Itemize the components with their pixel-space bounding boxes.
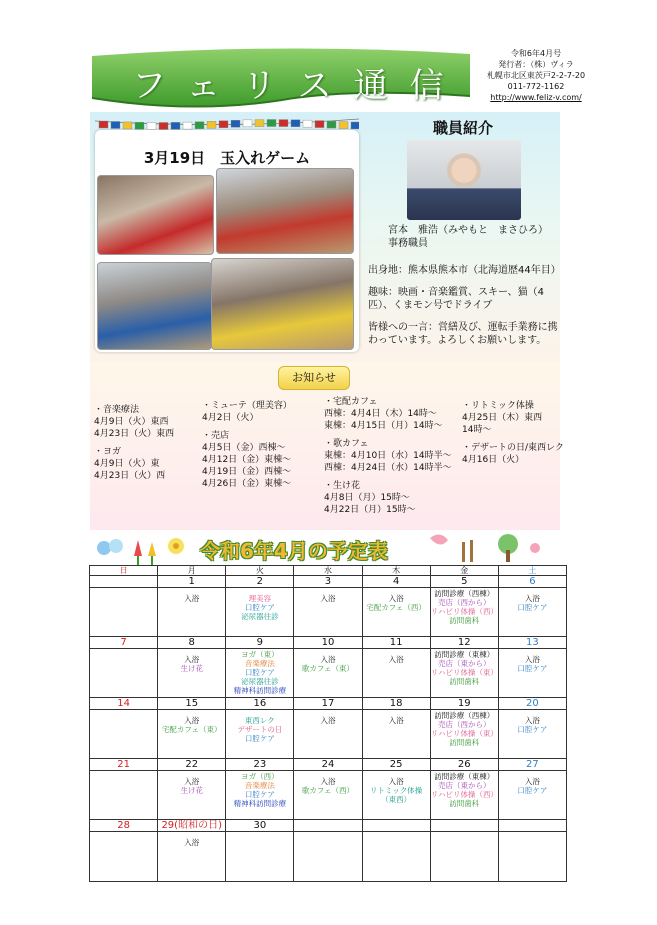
calendar-event: 訪問歯科 [449, 677, 480, 686]
date-row [90, 759, 567, 771]
day-events-cell [226, 771, 294, 820]
date-cell: 16 [226, 698, 294, 710]
notice-item-date: 4月5日（金）西棟～ [202, 443, 286, 453]
notice-item-heading: ・音楽療法 [94, 405, 140, 415]
date-cell: 29(昭和の日) [158, 820, 226, 832]
date-row [90, 698, 567, 710]
event-photo-1 [97, 175, 214, 255]
day-events-cell [158, 588, 226, 637]
day-events-cell [294, 832, 362, 882]
day-events-cell [294, 588, 362, 637]
calendar-event: 入浴 [184, 716, 200, 725]
flag [195, 122, 204, 129]
date-cell: 8 [158, 637, 226, 649]
calendar-event: 口腔ケア [517, 786, 548, 795]
address: 札幌市北区東茨戸2-2-7-20 [486, 71, 586, 80]
date-cell: 28 [90, 820, 158, 832]
calendar-event: リハビリ体操（東） [430, 668, 498, 677]
notice-item-date: 4月26日（金）東棟～ [202, 479, 292, 489]
flag [171, 122, 180, 129]
calendar-event: 売店（東から） [438, 781, 491, 790]
calendar-event: ヨガ（西） [241, 772, 279, 781]
day-events-cell [294, 649, 362, 698]
day-events-cell [226, 588, 294, 637]
date-cell [90, 576, 158, 588]
day-events-cell [430, 832, 498, 882]
notice-item-heading: ・ミューテ（理美容） [202, 401, 292, 411]
calendar-event: 入浴 [184, 777, 200, 786]
calendar-event: 口腔ケア [517, 603, 548, 612]
calendar-event: 歌カフェ（東） [301, 664, 355, 673]
calendar-event: （東西） [381, 795, 412, 804]
calendar-event: 入浴 [388, 777, 404, 786]
calendar-event: 口腔ケア [517, 664, 548, 673]
calendar-event: 訪問診療（東棟） [434, 772, 495, 781]
notice-item-date: 4月23日（火）東西 [94, 429, 175, 439]
events-row [90, 710, 567, 759]
day-events-cell [362, 649, 430, 698]
issue-info [476, 48, 596, 103]
calendar-event: 理美容 [248, 594, 272, 603]
flag [327, 121, 336, 128]
calendar-event: 入浴 [524, 777, 540, 786]
flag [351, 122, 359, 129]
day-events-cell [498, 710, 566, 759]
calendar-event: 訪問歯科 [449, 799, 480, 808]
staff-hometown: 出身地：熊本県熊本市（北海道歴44年目） [368, 265, 561, 276]
calendar-event: 訪問歯科 [449, 738, 480, 747]
staff-role: 事務職員 [388, 238, 428, 249]
date-cell: 1 [158, 576, 226, 588]
weekday-header: 月 [158, 566, 226, 576]
notice-item-heading: ・デザートの日/東西レク [462, 443, 564, 453]
calendar-event: 宅配カフェ（東） [161, 725, 222, 734]
day-events-cell [498, 649, 566, 698]
flag [303, 120, 312, 127]
weekday-header: 土 [498, 566, 566, 576]
calendar-event: 入浴 [320, 716, 336, 725]
calendar-event: 訪問診療（西棟） [434, 711, 495, 720]
day-events-cell [90, 588, 158, 637]
day-events-cell [362, 771, 430, 820]
day-events-cell [430, 771, 498, 820]
calendar-event: リハビリ体操（西） [430, 607, 498, 616]
calendar-event: 入浴 [524, 655, 540, 664]
notice-item-date: 4月19日（金）西棟～ [202, 467, 292, 477]
calendar-event: 口腔ケア [517, 725, 548, 734]
flag [315, 121, 324, 128]
calendar-event: 口腔ケア [244, 790, 275, 799]
calendar-title: 令和6年4月の予定表 [200, 539, 388, 563]
flag [99, 121, 108, 128]
notice-item-date: 4月25日（木）東西 [462, 413, 543, 423]
calendar-event: 訪問診療（東棟） [434, 650, 495, 659]
calendar-event: 入浴 [184, 594, 200, 603]
day-events-cell [158, 832, 226, 882]
date-cell: 24 [294, 759, 362, 771]
calendar-event: 泌尿器往診 [241, 612, 279, 621]
notice-column-4 [462, 400, 564, 466]
flag [339, 122, 348, 129]
notice-column-3 [324, 396, 452, 516]
day-events-cell [158, 771, 226, 820]
event-photo-2 [216, 168, 354, 254]
flag [135, 122, 144, 129]
date-cell: 15 [158, 698, 226, 710]
flag-bunting [95, 117, 359, 135]
event-title: 3月19日 玉入れゲーム [143, 149, 311, 167]
calendar-event: 訪問歯科 [449, 616, 480, 625]
calendar-event: 入浴 [320, 655, 336, 664]
notice-item-date: 4月8日（月）15時～ [324, 493, 410, 503]
flag [147, 122, 156, 129]
date-cell: 10 [294, 637, 362, 649]
notice-item-heading: ・生け花 [324, 481, 361, 491]
calendar-event: 入浴 [320, 594, 336, 603]
calendar-event: 音楽療法 [244, 659, 275, 668]
notice-item-date: 14時～ [462, 425, 492, 435]
date-cell: 5 [430, 576, 498, 588]
staff-name: 宮本 雅浩（みやもと まさひろ） [388, 225, 548, 236]
day-events-cell [362, 588, 430, 637]
notice-item-heading: ・歌カフェ [324, 439, 369, 449]
day-events-cell [226, 649, 294, 698]
event-photo-3 [97, 262, 212, 350]
day-events-cell [430, 588, 498, 637]
calendar-event: 売店（西から） [438, 720, 491, 729]
staff-name-block [388, 224, 548, 250]
day-events-cell [430, 710, 498, 759]
date-cell: 6 [498, 576, 566, 588]
day-events-cell [362, 832, 430, 882]
notice-item-date: 東棟：4月15日（月）14時～ [324, 421, 443, 431]
date-cell: 4 [362, 576, 430, 588]
calendar-event: 売店（東から） [438, 659, 491, 668]
date-cell: 21 [90, 759, 158, 771]
weekday-header: 金 [430, 566, 498, 576]
staff-profile [368, 264, 561, 356]
calendar-event: 入浴 [388, 594, 404, 603]
flag [255, 120, 264, 127]
date-cell: 14 [90, 698, 158, 710]
calendar-event: 音楽療法 [244, 781, 275, 790]
date-cell: 11 [362, 637, 430, 649]
date-cell: 9 [226, 637, 294, 649]
calendar-event: リハビリ体操（西） [430, 790, 498, 799]
calendar-event: 生け花 [180, 664, 203, 673]
date-cell: 22 [158, 759, 226, 771]
date-cell: 3 [294, 576, 362, 588]
calendar-event: 入浴 [388, 716, 404, 725]
staff-photo [407, 140, 521, 220]
calendar-event: 口腔ケア [244, 668, 275, 677]
calendar-event: 精神科訪問診療 [233, 799, 287, 808]
website-link[interactable]: http://www.feliz-v.com/ [490, 93, 582, 102]
day-events-cell [498, 771, 566, 820]
day-events-cell [294, 710, 362, 759]
notice-item-date: 4月23日（火）西 [94, 471, 166, 481]
flag [243, 120, 252, 127]
date-cell: 20 [498, 698, 566, 710]
flag [291, 120, 300, 127]
staff-heading: 職員紹介 [433, 119, 494, 137]
day-events-cell [498, 588, 566, 637]
flag [123, 122, 132, 129]
day-events-cell [294, 771, 362, 820]
date-cell [430, 820, 498, 832]
notice-item-date: 4月9日（火）東西 [94, 417, 169, 427]
notice-item-date: 4月9日（火）東 [94, 459, 160, 469]
date-cell: 17 [294, 698, 362, 710]
events-row [90, 832, 567, 882]
event-photo-4 [211, 258, 354, 350]
weekday-header-row [90, 566, 567, 576]
notice-item-date: 4月16日（火） [462, 455, 525, 465]
date-cell: 25 [362, 759, 430, 771]
calendar-event: 口腔ケア [244, 734, 275, 743]
date-cell: 13 [498, 637, 566, 649]
flag [183, 122, 192, 129]
notice-item-date: 4月2日（火） [202, 413, 259, 423]
notice-item-date: 4月22日（月）15時～ [324, 505, 416, 515]
schedule-calendar [89, 565, 567, 882]
phone: 011-772-1162 [507, 82, 565, 91]
day-events-cell [90, 832, 158, 882]
date-cell [362, 820, 430, 832]
date-cell: 2 [226, 576, 294, 588]
events-row [90, 588, 567, 637]
calendar-event: デザートの日 [237, 725, 283, 734]
day-events-cell [90, 649, 158, 698]
calendar-event: 精神科訪問診療 [233, 686, 287, 695]
date-row [90, 820, 567, 832]
notice-item-date: 西棟：4月4日（木）14時～ [324, 409, 437, 419]
calendar-event: 入浴 [524, 716, 540, 725]
notice-item-date: 西棟：4月24日（水）14時半～ [324, 463, 452, 473]
staff-hobby: 趣味：映画・音楽鑑賞、スキー、猫（4匹）、くまモン号でドライブ [368, 287, 544, 311]
weekday-header: 日 [90, 566, 158, 576]
date-cell: 12 [430, 637, 498, 649]
calendar-event: ヨガ（東） [241, 650, 279, 659]
calendar-event: 東西レク [244, 716, 275, 725]
day-events-cell [158, 649, 226, 698]
flag [111, 121, 120, 128]
calendar-event: 訪問診療（西棟） [434, 589, 495, 598]
notice-item-heading: ・売店 [202, 431, 230, 441]
day-events-cell [430, 649, 498, 698]
notice-item-date: 東棟：4月10日（水）14時半～ [324, 451, 452, 461]
day-events-cell [158, 710, 226, 759]
calendar-event: 泌尿器往診 [241, 677, 279, 686]
calendar-event: 歌カフェ（西） [301, 786, 355, 795]
day-events-cell [90, 771, 158, 820]
date-cell: 27 [498, 759, 566, 771]
events-row [90, 649, 567, 698]
flag [279, 120, 288, 127]
notice-item-heading: ・リトミック体操 [462, 401, 534, 411]
day-events-cell [498, 832, 566, 882]
flag [207, 121, 216, 128]
notice-column-2 [202, 400, 292, 490]
calendar-event: 売店（西から） [438, 598, 491, 607]
date-cell: 30 [226, 820, 294, 832]
notice-item-heading: ・ヨガ [94, 447, 122, 457]
weekday-header: 火 [226, 566, 294, 576]
date-cell: 7 [90, 637, 158, 649]
calendar-event: 入浴 [388, 655, 404, 664]
flag [267, 120, 276, 127]
calendar-event: 入浴 [184, 655, 200, 664]
weekday-header: 木 [362, 566, 430, 576]
date-cell [294, 820, 362, 832]
date-cell: 23 [226, 759, 294, 771]
flag [231, 120, 240, 127]
date-row [90, 637, 567, 649]
notice-column-1 [94, 404, 174, 482]
day-events-cell [362, 710, 430, 759]
notice-item-heading: ・宅配カフェ [324, 397, 378, 407]
weekday-header: 水 [294, 566, 362, 576]
flag [159, 122, 168, 129]
calendar-event: 宅配カフェ（西） [366, 603, 426, 612]
date-cell [498, 820, 566, 832]
date-cell: 19 [430, 698, 498, 710]
publisher: 発行者：（株）ヴィラ [498, 60, 574, 69]
calendar-event: 入浴 [184, 838, 200, 847]
day-events-cell [90, 710, 158, 759]
calendar-event: 入浴 [524, 594, 540, 603]
date-cell: 18 [362, 698, 430, 710]
calendar-event: 口腔ケア [244, 603, 275, 612]
issue-number: 令和6年4月号 [510, 49, 562, 58]
calendar-event: リハビリ体操（東） [430, 729, 498, 738]
notice-item-date: 4月12日（金）東棟～ [202, 455, 292, 465]
day-events-cell [226, 832, 294, 882]
staff-message: 皆様への一言：営繕及び、運転手業務に携わっています。よろしくお願いします。 [368, 322, 558, 346]
calendar-event: 生け花 [180, 786, 203, 795]
newsletter-title: フェリス通信 [132, 66, 466, 106]
day-events-cell [226, 710, 294, 759]
date-cell: 26 [430, 759, 498, 771]
calendar-event: リトミック体操 [369, 786, 423, 795]
flag [219, 121, 228, 128]
notice-heading: お知らせ [278, 366, 350, 390]
date-row [90, 576, 567, 588]
calendar-event: 入浴 [320, 777, 336, 786]
events-row [90, 771, 567, 820]
